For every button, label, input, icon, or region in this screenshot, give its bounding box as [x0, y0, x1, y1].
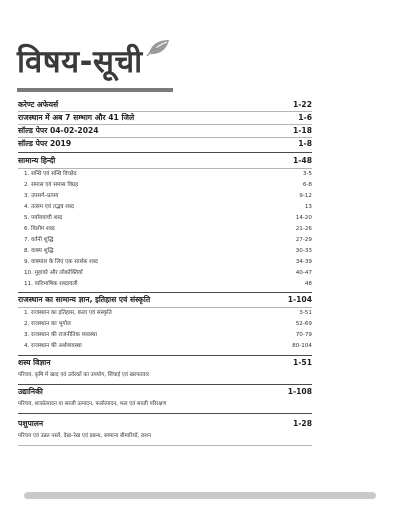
toc-subentry	[18, 268, 312, 278]
section-pages: 1-51	[292, 358, 312, 367]
entry-label: राजस्थान में अब 7 सम्भाग और 41 जिले	[18, 113, 135, 122]
section-divider	[18, 355, 312, 356]
entry-label: 10. मुहावरे और लोकोक्तियाँ	[24, 270, 83, 276]
section-pages: 1-108	[287, 387, 312, 396]
entry-label: 1. राजस्थान का इतिहास, कला एवं संस्कृति	[24, 310, 112, 316]
footer-bar	[24, 492, 376, 499]
entry-label: 4. तत्सम एवं तद्भव शब्द	[24, 204, 74, 210]
entry-label: सॉल्ड पेपर 2019	[18, 139, 72, 148]
section-pages: 1-28	[292, 419, 312, 428]
entry-pages: 52-69	[295, 321, 312, 327]
section-title: पशुपालन	[18, 419, 44, 428]
leaf-icon	[145, 38, 171, 58]
toc-subentry	[18, 235, 312, 245]
entry-pages: 34-39	[295, 259, 312, 265]
entry-pages: 9-12	[299, 193, 312, 199]
toc-subentry	[18, 191, 312, 201]
section-divider	[18, 413, 312, 414]
entry-label: 9. वाक्यांश के लिए एक सार्थक शब्द	[24, 259, 98, 265]
entry-pages: 1-8	[298, 139, 312, 148]
entry-pages: 80-104	[292, 343, 312, 349]
section-heading	[18, 419, 312, 429]
entry-pages: 1-18	[292, 126, 312, 135]
section-divider	[18, 152, 312, 153]
toc-entry	[18, 113, 312, 123]
toc-subentry	[18, 308, 312, 318]
entry-label: करेण्ट अफेयर्स	[18, 100, 59, 109]
toc-subentry	[18, 169, 312, 179]
entry-pages: 70-79	[295, 332, 312, 338]
entry-pages: 48	[304, 281, 312, 287]
section-pages: 1-48	[292, 156, 312, 165]
entry-label: 3. राजस्थान की राजनीतिक व्यवस्था	[24, 332, 98, 338]
toc-subentry	[18, 341, 312, 351]
entry-pages: 6-8	[302, 182, 312, 188]
toc-subentry	[18, 319, 312, 329]
entry-label: 3. उपसर्ग–प्रत्यय	[24, 193, 59, 199]
toc-entry	[18, 100, 312, 110]
section-divider	[18, 292, 312, 293]
section-title: सामान्य हिन्दी	[18, 156, 56, 165]
entry-pages: 27-29	[295, 237, 312, 243]
title-underline	[17, 88, 173, 92]
toc-subentry	[18, 180, 312, 190]
toc-subentry	[18, 224, 312, 234]
entry-pages: 30-33	[295, 248, 312, 254]
entry-label: 2. समास एवं समास विग्रह	[24, 182, 79, 188]
section-heading	[18, 387, 312, 397]
section-description: परिचय, शाकोत्पादन या सब्जी उत्पादन, फलोत्पादन, फल एवं सब्जी परिरक्षण	[18, 401, 167, 407]
entry-label: सॉल्ड पेपर 04-02-2024	[18, 126, 99, 135]
entry-label: 5. पर्यायवाची शब्द	[24, 215, 63, 221]
entry-label: 4. राजस्थान की अर्थव्यवस्था	[24, 343, 82, 349]
divider	[18, 111, 312, 112]
section-title: राजस्थान का सामान्य ज्ञान, इतिहास एवं संस्कृति	[18, 295, 151, 304]
divider	[18, 124, 312, 125]
toc-subentry	[18, 202, 312, 212]
entry-pages: 3-5	[302, 171, 312, 177]
entry-label: 7. वर्तनी शुद्धि	[24, 237, 54, 243]
toc-entry	[18, 126, 312, 136]
entry-label: 6. विलोम शब्द	[24, 226, 55, 232]
entry-label: 2. राजस्थान का भूगोल	[24, 321, 71, 327]
entry-pages: 21-26	[295, 226, 312, 232]
entry-pages: 13	[304, 204, 312, 210]
section-heading	[18, 358, 312, 368]
section-title: उद्यानिकी	[18, 387, 43, 396]
section-pages: 1-104	[287, 295, 312, 304]
toc-subentry	[18, 279, 312, 289]
section-description: परिचय एवं उन्नत नस्लें, देख–रेख एवं प्रबन्ध, सामान्य बीमारियाँ, राशन	[18, 433, 151, 439]
section-heading	[18, 156, 312, 166]
page-title: विषय-सूची	[17, 44, 143, 80]
entry-pages: 14-20	[295, 215, 312, 221]
section-description: परिचय, कृषि में खाद एवं उर्वरकों का उपयोग, सिंचाई एवं खरपतवार	[18, 372, 149, 378]
entry-pages: 40-47	[295, 270, 312, 276]
divider	[18, 445, 312, 446]
toc-subentry	[18, 246, 312, 256]
toc-subentry	[18, 213, 312, 223]
section-divider	[18, 384, 312, 385]
divider	[18, 137, 312, 138]
toc-entry	[18, 139, 312, 149]
entry-label: 11. पारिभाषिक शब्दावली	[24, 281, 78, 287]
section-title: शस्य विज्ञान	[18, 358, 51, 367]
entry-label: 1. सन्धि एवं सन्धि विच्छेद	[24, 171, 77, 177]
entry-pages: 1-22	[292, 100, 312, 109]
section-heading	[18, 295, 312, 305]
toc-subentry	[18, 330, 312, 340]
entry-pages: 1-6	[298, 113, 312, 122]
entry-label: 8. वाक्य शुद्धि	[24, 248, 54, 254]
entry-pages: 3-51	[299, 310, 312, 316]
toc-subentry	[18, 257, 312, 267]
